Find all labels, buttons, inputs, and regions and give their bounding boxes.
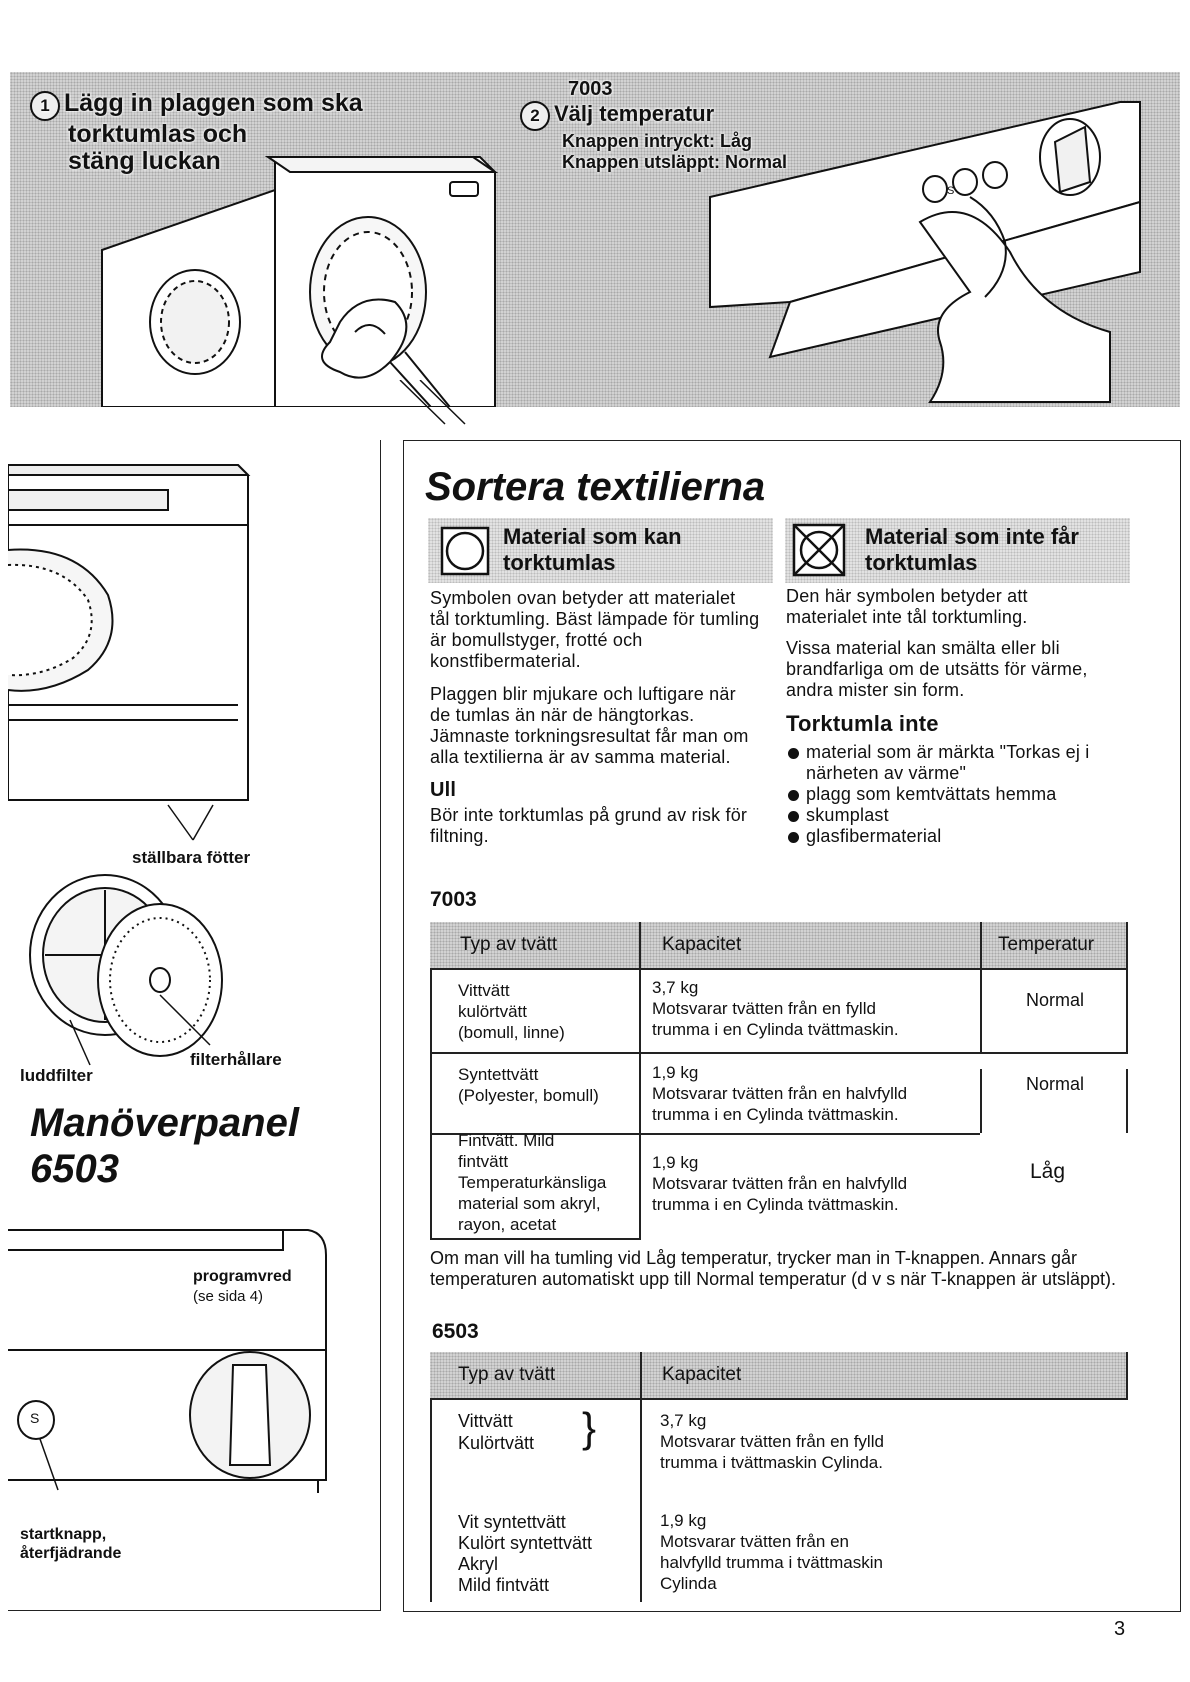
cannot-dry-header [785,518,1130,583]
table-6503-model: 6503 [432,1320,479,1343]
table-row-capacity [652,1152,907,1215]
row-type-line: kulörtvätt [458,1002,527,1021]
connector-lines [380,380,500,440]
can-dry-text-column [430,588,760,847]
no-dry-item: glasfibermaterial [786,826,1146,847]
can-dry-paragraph-2: Plaggen blir mjukare och luftigare när de tumlas än när de hängtorkas. Jämnaste torkningsresultat får man om alla textilierna är av samma material. [430,684,749,767]
step-1-line1: Lägg in plaggen som ska [64,89,363,117]
table-row-capacity [652,1062,907,1125]
row-temp: Normal [1026,990,1085,1010]
row-cap-line: Motsvarar tvätten från en halvfylld [652,1174,908,1193]
row-cap-line: Motsvarar tvätten från en fylld [652,999,876,1018]
step-2-line2: Knappen utsläppt: Normal [562,152,788,172]
cannot-dry-paragraph-2: Vissa material kan smälta eller bli brandfarliga om de utsätts för värme, andra mister sin form. [786,638,1088,700]
main-title: Sortera textilierna [425,465,766,509]
no-dry-item: plagg som kemtvättats hemma [786,784,1146,805]
row-weight: 3,7 kg [660,1411,707,1430]
start-button-label [20,1525,121,1563]
row-type-line: (Polyester, bomull) [458,1086,599,1105]
page-number: 3 [1114,1618,1126,1640]
step-2-model: 7003 [568,78,613,100]
row-cap-line: trumma i en Cylinda tvättmaskin. [652,1105,899,1124]
row-cap-line: Motsvarar tvätten från en [660,1532,849,1551]
row-type-line: Temperaturkänsliga [458,1173,607,1192]
table-row [458,1064,599,1106]
no-dry-item: skumplast [786,805,1146,826]
table-6503-header-type: Typ av tvätt [458,1364,556,1385]
panel-title [30,1100,299,1192]
s-button-label: S [30,1410,40,1426]
row-type-line: Akryl [458,1554,498,1574]
table-row [458,980,565,1043]
no-dry-item: material som är märkta "Torkas ej i närheten av värme" [786,742,1146,784]
table-row [458,1512,592,1596]
row-weight: 3,7 kg [652,978,699,997]
row-cap-line: halvfylld trumma i tvättmaskin [660,1553,883,1572]
row-type-line: Vit syntettvätt [458,1512,566,1532]
table-row [458,1410,534,1454]
table-7003-note: Om man vill ha tumling vid Låg temperatur, trycker man in T-knappen. Annars går temperaturen automatiskt upp till Normal temperatur (d v s när T-knappen är utsläppt). [430,1248,1116,1289]
step-1-line3: stäng luckan [68,147,221,175]
row-cap-line: Cylinda [660,1574,717,1593]
row-type-line: (bomull, linne) [458,1023,565,1042]
step-2-instruction [520,78,840,173]
row-type-line: Fintvätt. Mild [458,1131,555,1150]
can-dry-paragraph-1: Symbolen ovan betyder att materialet tål torktumling. Bäst lämpade för tumling är bomullstyger, frotté och konstfibermaterial. [430,588,760,671]
table-row-capacity [660,1510,883,1594]
step-2-line1: Knappen intryckt: Låg [562,131,753,151]
row-temp: Normal [1026,1074,1085,1094]
start-button-line2: återfjädrande [20,1545,122,1562]
step-1-line2: torktumlas och [68,120,248,148]
wool-paragraph: Bör inte torktumlas på grund av risk för filtning. [430,805,748,846]
row-cap-line: Motsvarar tvätten från en halvfylld [652,1084,908,1103]
control-panel-6503-illustration [8,1225,338,1505]
panel-title-line2: 6503 [30,1147,119,1191]
no-dry-heading: Torktumla inte [786,711,939,736]
panel-title-line1: Manöverpanel [30,1101,299,1145]
row-cap-line: trumma i en Cylinda tvättmaskin. [652,1195,899,1214]
feet-label: ställbara fötter [132,848,251,867]
row-temp: Låg [1030,1160,1066,1183]
row-cap-line: Motsvarar tvätten från en fylld [660,1432,884,1451]
no-dry-list [786,742,1146,847]
table-7003-header-temp: Temperatur [998,934,1095,955]
table-row [458,1130,606,1235]
step-2-title: Välj temperatur [554,101,715,126]
row-weight: 1,9 kg [660,1511,707,1530]
row-weight: 1,9 kg [652,1153,699,1172]
table-7003-model: 7003 [430,888,477,911]
row-type-line: fintvätt [458,1152,509,1171]
brace: } [582,1404,597,1451]
start-button-line1: startknapp, [20,1526,107,1543]
tumble-dry-allowed-icon [440,526,490,576]
step-2-number: 2 [520,101,550,131]
row-cap-line: trumma i en Cylinda tvättmaskin. [652,1020,899,1039]
table-6503-header-capacity: Kapacitet [662,1364,742,1385]
program-knob-label: programvred [193,1268,292,1285]
table-7003 [430,922,1128,1240]
program-knob-sublabel: (se sida 4) [193,1288,264,1305]
row-type-line: Vittvätt [458,1411,513,1431]
row-type-line: Syntettvätt [458,1065,539,1084]
cannot-dry-text-column [786,586,1146,847]
dryer-side-illustration [8,455,368,855]
table-row-capacity [660,1410,884,1473]
table-6503 [430,1352,1128,1602]
can-dry-header-text: Material som kan torktumlas [503,524,682,575]
filter-holder-label: filterhållare [190,1050,282,1069]
table-7003-header-capacity: Kapacitet [662,934,742,955]
table-row-capacity [652,977,899,1040]
cannot-dry-header-text: Material som inte får torktumlas [865,524,1079,575]
can-dry-header [428,518,773,583]
wool-heading: Ull [430,779,457,801]
row-type-line: material som akryl, [458,1194,601,1213]
svg-text:S: S [947,185,955,197]
row-type-line: Kulörtvätt [458,1433,535,1453]
lint-filter-illustration [10,870,240,1070]
cannot-dry-paragraph-1: Den här symbolen betyder att materialet inte tål torktumling. [786,586,1028,627]
row-weight: 1,9 kg [652,1063,699,1082]
row-cap-line: trumma i tvättmaskin Cylinda. [660,1453,883,1472]
row-type-line: Mild fintvätt [458,1575,550,1595]
step-1-instruction [30,90,410,175]
row-type-line: Vittvätt [458,981,510,1000]
lint-filter-label: luddfilter [20,1066,93,1085]
tumble-dry-forbidden-icon [790,521,848,579]
table-7003-header-type: Typ av tvätt [460,934,558,955]
row-type-line: Kulört syntettvätt [458,1533,593,1553]
row-type-line: rayon, acetat [458,1215,557,1234]
step-1-number: 1 [30,91,60,121]
